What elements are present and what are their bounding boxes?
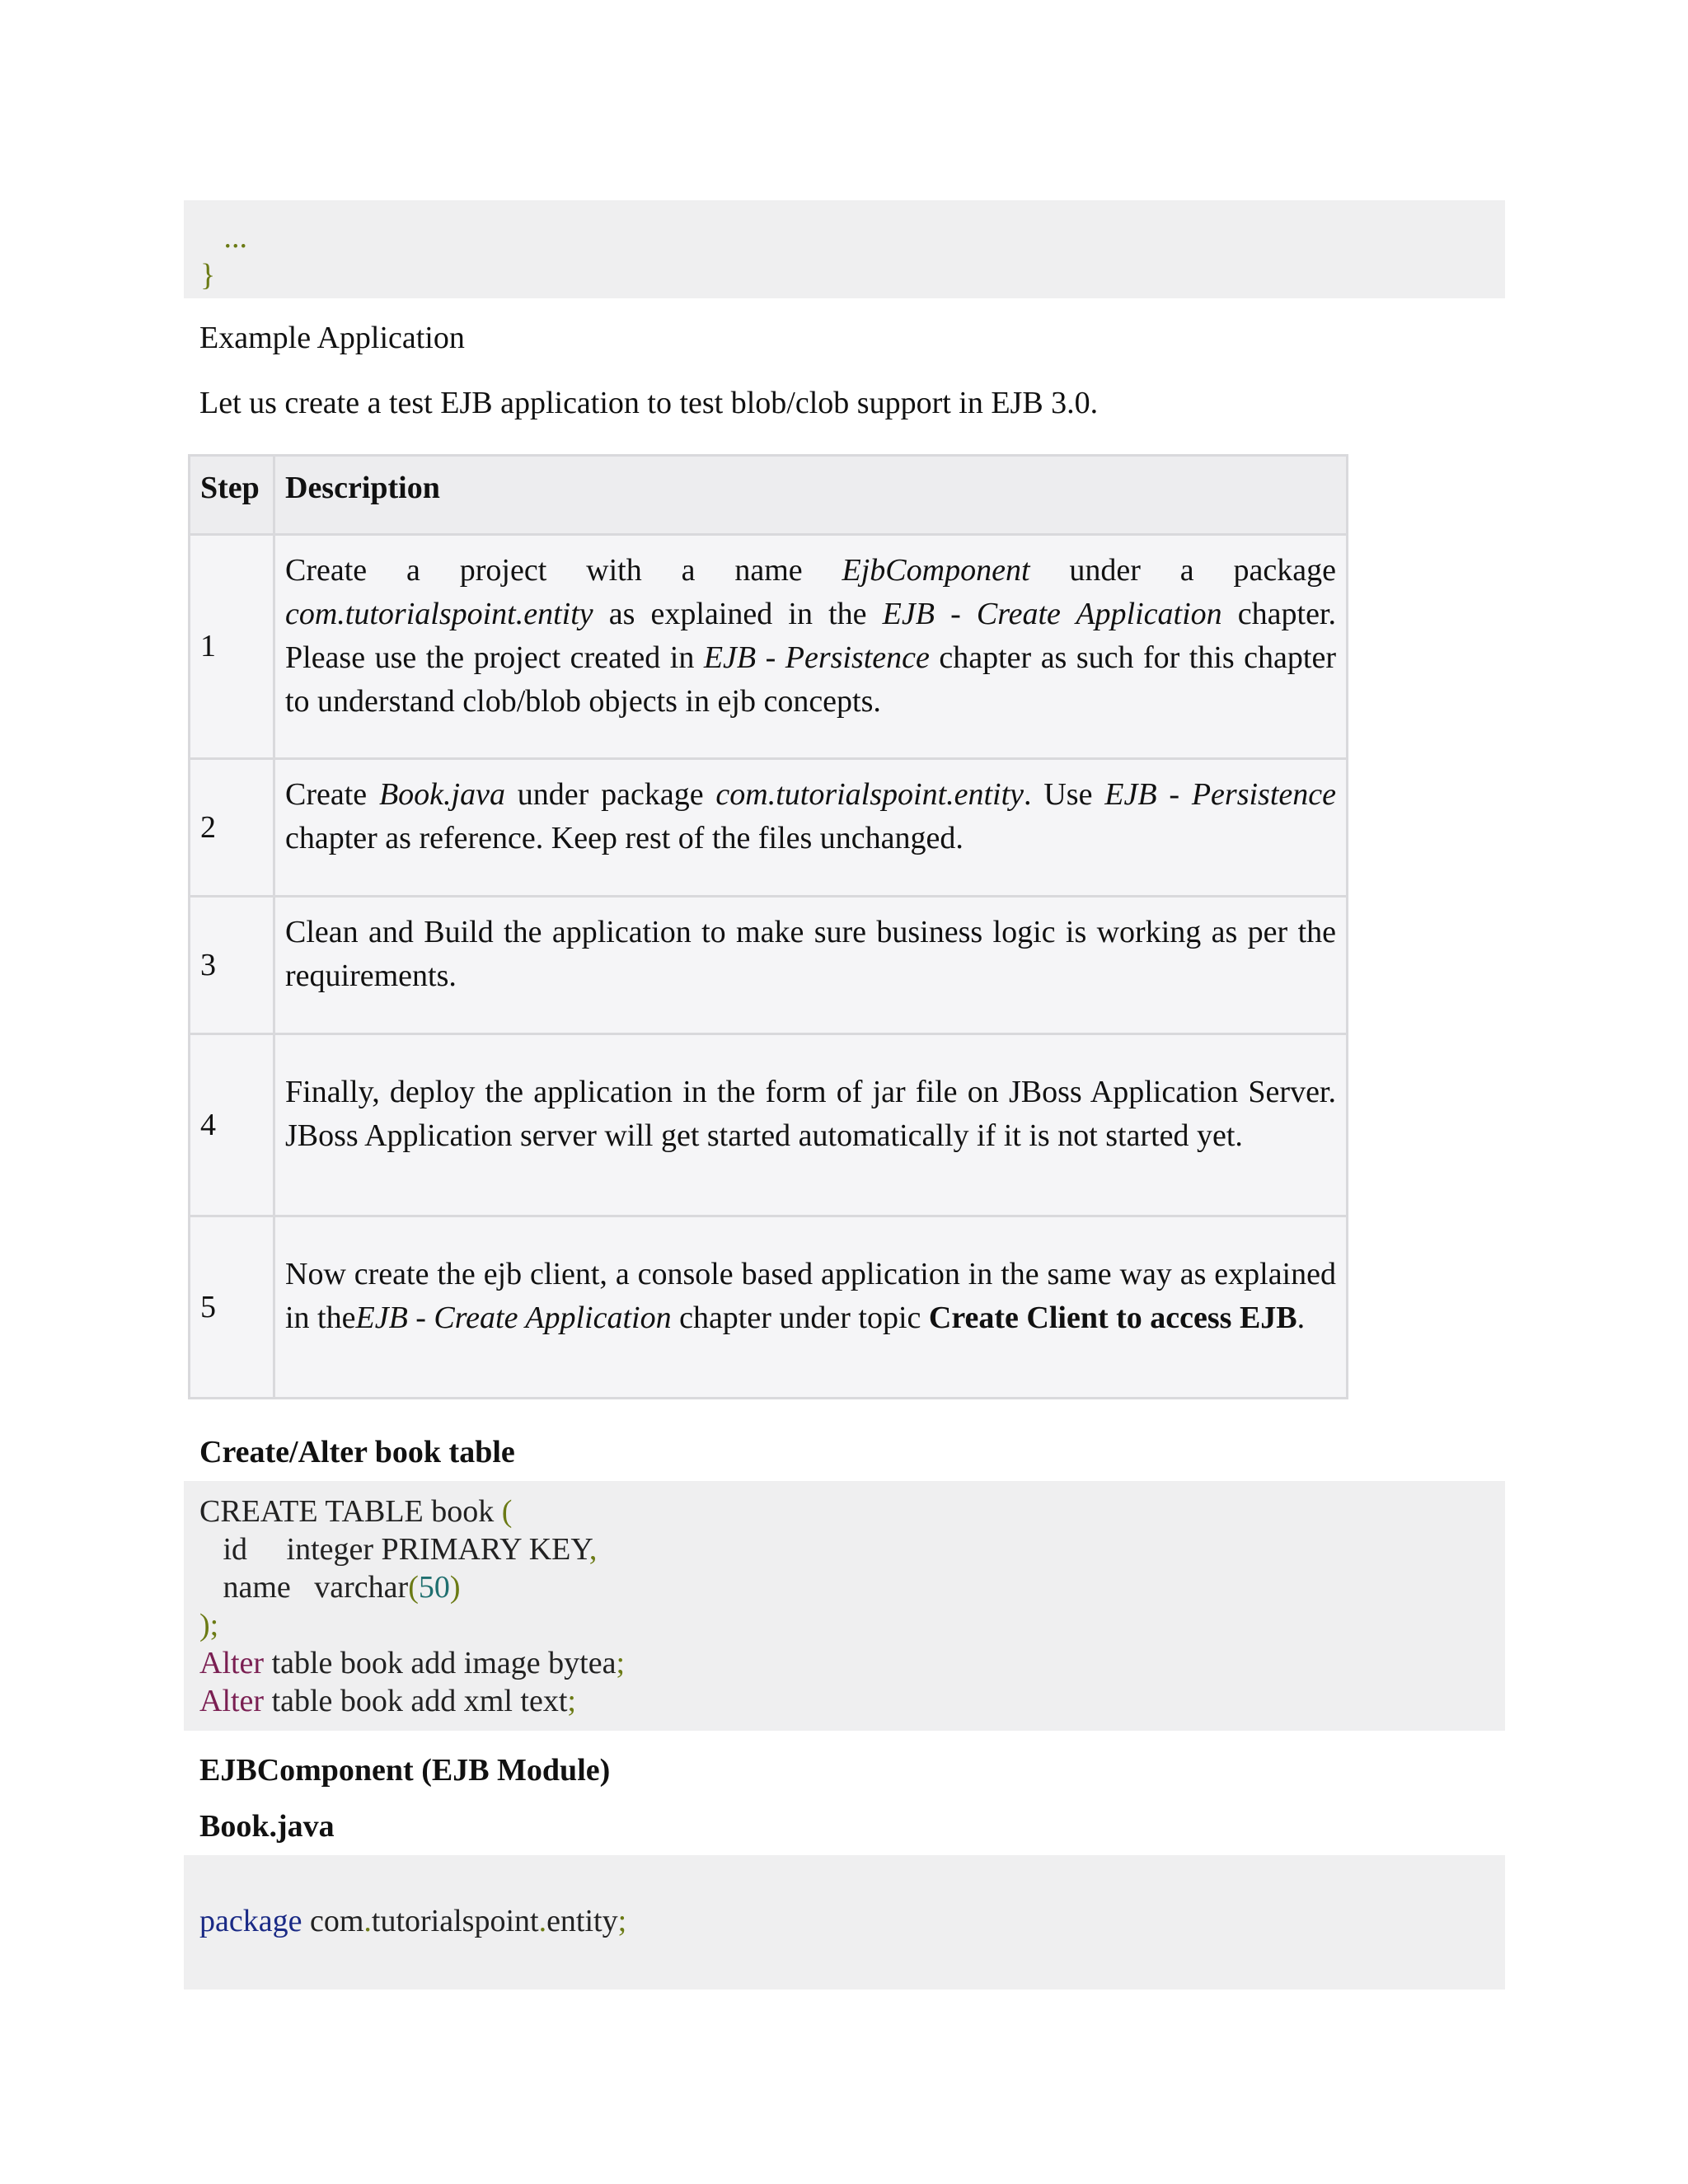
code-token: com <box>302 1904 364 1938</box>
table-row <box>190 897 1348 1034</box>
text-run: . Use <box>1024 777 1105 812</box>
steps-table <box>188 454 1348 1399</box>
text-run: chapter under topic <box>671 1301 929 1335</box>
code-token: entity <box>546 1904 618 1938</box>
code-block-sql <box>184 1481 1505 1731</box>
text-run: Now create the ejb client, a console based application in the same way as explained in the <box>285 1257 1336 1335</box>
code-token: , <box>588 1532 598 1567</box>
code-line: } <box>200 258 216 293</box>
italic-term: com.tutorialspoint.entity <box>285 596 593 631</box>
code-token: ; <box>567 1684 576 1718</box>
text-run: under a package <box>1029 552 1336 588</box>
code-token: table book add xml text <box>264 1684 568 1718</box>
italic-term: EJB - Persistence <box>703 640 930 675</box>
code-line <box>199 1644 1505 1682</box>
file-heading: Book.java <box>199 1809 335 1844</box>
column-header-step: Step <box>190 456 274 535</box>
step-number: 5 <box>190 1216 274 1399</box>
step-description-text <box>285 1062 1336 1188</box>
code-token: ; <box>616 1646 625 1680</box>
code-token: ( <box>501 1494 513 1529</box>
step-description <box>274 535 1348 759</box>
code-block-java <box>184 1855 1505 1990</box>
table-row <box>190 1216 1348 1399</box>
code-line <box>199 1568 1505 1606</box>
step-description-text <box>285 1244 1336 1370</box>
table-header-row <box>190 456 1348 535</box>
code-token: CREATE TABLE book <box>199 1494 502 1529</box>
section-title: Example Application <box>199 321 465 355</box>
code-token: . <box>538 1904 547 1938</box>
code-line <box>199 1606 1505 1644</box>
step-number: 4 <box>190 1034 274 1216</box>
code-line <box>199 1902 1505 1940</box>
step-description <box>274 897 1348 1034</box>
column-header-description: Description <box>274 456 1348 535</box>
italic-term: EjbComponent <box>842 552 1030 588</box>
table-row <box>190 1034 1348 1216</box>
italic-term: EJB - Create Application <box>882 596 1222 631</box>
code-token: . <box>363 1904 372 1938</box>
bold-term: Create Client to access EJB <box>928 1301 1297 1335</box>
code-token: 50 <box>418 1570 450 1605</box>
text-run: chapter. Please use the project created in <box>285 596 1336 675</box>
step-number: 1 <box>190 535 274 759</box>
step-description <box>274 1034 1348 1216</box>
step-description <box>274 759 1348 897</box>
code-line: ... <box>200 220 247 255</box>
code-token: Alter <box>199 1646 265 1680</box>
text-run: Finally, deploy the application in the form of jar file on JBoss Application Server. JBoss Application server will get started automatically if it is not started yet. <box>285 1075 1336 1153</box>
italic-term: EJB - Create Application <box>355 1301 672 1335</box>
text-run: under package <box>504 777 716 812</box>
code-token: package <box>199 1904 302 1938</box>
code-token: id integer PRIMARY KEY <box>199 1532 589 1567</box>
code-line <box>199 1493 1505 1530</box>
step-description <box>274 1216 1348 1399</box>
code-line <box>199 1530 1505 1568</box>
step-number: 2 <box>190 759 274 897</box>
text-run: Clean and Build the application to make sure business logic is working as per the requirements. <box>285 915 1336 993</box>
code-token: name varchar <box>199 1570 409 1605</box>
step-description-text <box>285 902 1336 1028</box>
text-run: Create a project with a name <box>285 552 842 588</box>
code-token: ) <box>449 1570 461 1605</box>
sql-section-heading: Create/Alter book table <box>199 1435 515 1469</box>
intro-paragraph: Let us create a test EJB application to test blob/clob support in EJB 3.0. <box>199 386 1099 420</box>
text-run: as explained in the <box>593 596 883 631</box>
code-token: ); <box>199 1608 219 1643</box>
text-run: chapter as such for this chapter to understand clob/blob objects in ejb concepts. <box>285 640 1336 719</box>
step-description-text <box>285 541 1336 753</box>
text-run: chapter as reference. Keep rest of the files unchanged. <box>285 821 964 855</box>
text-run: . <box>1296 1301 1306 1335</box>
code-token: table book add image bytea <box>264 1646 617 1680</box>
step-number: 3 <box>190 897 274 1034</box>
code-token: Alter <box>199 1684 265 1718</box>
code-token: ; <box>617 1904 627 1938</box>
table-row <box>190 759 1348 897</box>
code-token: ( <box>408 1570 419 1605</box>
code-block-top <box>184 200 1505 298</box>
step-description-text <box>285 765 1336 890</box>
italic-term: Book.java <box>378 777 505 812</box>
code-token: tutorialspoint <box>371 1904 539 1938</box>
code-line <box>199 1682 1505 1720</box>
italic-term: com.tutorialspoint.entity <box>715 777 1025 812</box>
italic-term: EJB - Persistence <box>1104 777 1336 812</box>
table-row <box>190 535 1348 759</box>
text-run: Create <box>285 777 379 812</box>
module-heading: EJBComponent (EJB Module) <box>199 1753 611 1788</box>
